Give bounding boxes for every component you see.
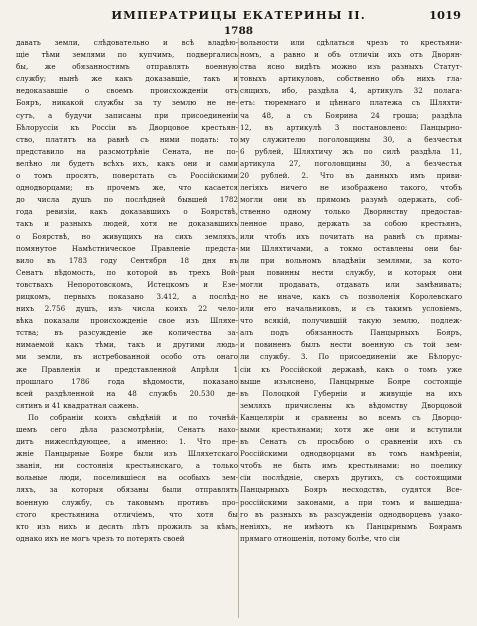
text-line: ми земли, въ истребованной особо отъ онаго [16, 352, 238, 362]
text-line: же Правленія и представленной Апрѣля 1 [16, 364, 238, 374]
text-line: дитъ нижеслѣдующее, а именно: 1. Что пре- [16, 437, 238, 447]
text-line: номъ, а равно и объ отличіи ихъ отъ Дворян- [240, 50, 462, 60]
text-line: и повиненъ былъ нести военную съ той зем- [240, 340, 462, 350]
text-line: Панцырныхъ Бояръ несходствъ, судятся Все- [240, 485, 462, 495]
text-line: рицкомъ, первыхъ показано 3.412, а послѣд- [16, 291, 238, 301]
text-line: вольные люди, поселившіеся на особыхъ зем- [16, 473, 238, 483]
text-line: чтобъ не быть имъ крестьянами: но поелику [240, 461, 462, 471]
text-line: о Боярствѣ, но живущихъ на сихъ земляхъ, [16, 231, 238, 241]
text-line: вольности или сдѣлаться чрезъ то крестьяни- [240, 38, 462, 47]
text-line: такъ и разныхъ людей, хотя не доказавшихъ [16, 219, 238, 229]
text-line: недоказавшіе о своемъ происхожденіи отъ [16, 86, 238, 96]
text-line: Канцеляріи и сравнены во всемъ съ Дворцо- [240, 412, 462, 422]
text-line: сятинъ и 41 квадратная сажень. [16, 400, 139, 410]
text-line: ча 48, а съ Боярина 24 гроша; раздѣла [240, 110, 462, 120]
text-line: велѣно ли будетъ всѣхъ ихъ, какъ они и сами [16, 158, 238, 168]
text-line: Сенатъ вѣдомость, по которой въ трехъ Вой- [16, 267, 238, 277]
text-line: службу; нынѣ же какъ доказавшіе, такъ и [16, 74, 238, 84]
text-line: въ Полоцкой Губерніи и живущіе на ихъ [240, 388, 462, 398]
text-line: могли продавать, отдавать или замѣнивать; [240, 279, 462, 289]
text-line: давать земли, слѣдовательно и всѣ владѣю- [16, 38, 238, 47]
text-line: ми Шляхтичами, а токмо оставлены они бы- [240, 243, 462, 253]
text-line: ленное право, держать за собою крестьянъ, [240, 219, 462, 229]
text-line: кто изъ нихъ и десять лѣтъ прожилъ за кѣмъ, [16, 521, 238, 531]
text-line: товствахъ Непоротовскомъ, Истецкомъ и Езе- [16, 279, 238, 289]
text-line: ли при вольномъ владѣніи землями, за кото- [240, 255, 462, 265]
text-line: неніяхъ, не имѣютъ къ Панцырнымъ Боярамъ [240, 521, 462, 531]
text-line: всей раздѣленной на 48 службъ 20.530 де- [16, 388, 238, 398]
left-text-column [16, 37, 238, 545]
text-line: военную службу, съ таковымъ противъ про- [16, 497, 238, 507]
text-line: рыя повинны нести службу, и которыя они [240, 267, 462, 277]
column-divider [238, 38, 239, 618]
text-line: россійскими законами, а при томъ и вышедша- [240, 497, 462, 507]
page-number: 1019 [428, 8, 461, 22]
text-line: 12, въ артикулѣ 3 постановлено: Панцырно- [240, 122, 462, 132]
text-line: нихъ 2.756 душъ, изъ числа коихъ 22 чело- [16, 304, 238, 314]
text-line: однодворцами; въ прочемъ же, что касается [16, 183, 238, 193]
text-line: сіи послѣдніе, сверхъ другихъ, съ состоящими [240, 473, 462, 483]
text-line: 6 рублей, Шляхтичу жъ по силѣ раздѣла 11, [240, 146, 462, 156]
text-line: прямаго отношенія, потому болѣе, что сіи [240, 533, 401, 543]
text-line: ляхъ, за которыя обязаны были отправлять [16, 485, 238, 495]
text-line: ли службу. 3. По присоединеніи же Бѣлорус- [240, 352, 462, 362]
text-line: щіе тѣми землями по купчимъ, подвергались [16, 50, 238, 60]
text-line: земляхъ причислены къ вѣдомству Дворцовой [240, 400, 462, 410]
text-line: выми крестьянами; хотя же они и вступили [240, 425, 462, 434]
text-line: сутъ, а будучи записаны при присоединеніи [16, 110, 238, 120]
year-heading: 1788 [223, 25, 254, 37]
text-line: въ Сенатъ съ просьбою о сравненіи ихъ съ [240, 437, 462, 447]
text-line: Бѣлоруссіи къ Россіи въ Дворцовое крестьян- [16, 122, 238, 132]
text-line: до числа душъ по послѣдней бывшей 1782 [16, 195, 238, 205]
text-line: года ревизіи, какъ доказавшихъ о Боярствѣ, [16, 207, 238, 217]
text-line: ственно одному только Дворянству предостав- [240, 207, 462, 217]
text-line: прошлаго 1786 года вѣдомости, показано [16, 376, 238, 386]
running-title: ИМПЕРАТРИЦЫ ЕКАТЕРИНЫ II. [111, 8, 366, 22]
text-line: тства; въ разсужденіе же количества за- [16, 328, 238, 338]
text-line: товыхъ артикуловъ, собственно объ нихъ гла- [240, 74, 462, 84]
text-line: етъ: тюремнаго и цѣннаго платежа съ Шляхти- [240, 98, 462, 108]
text-line: вило въ 1783 году Сентября 18 дня въ [16, 255, 238, 265]
text-line: Россійскими однодворцами въ томъ намѣреніи, [240, 449, 462, 459]
page-header [0, 8, 477, 24]
text-line: му служителю поголовщины 30, а безчестья [240, 134, 462, 144]
text-line: По собраніи коихъ свѣдѣній и по точнѣй- [28, 412, 238, 422]
text-line: о томъ просятъ, поверстать съ Россійскими [16, 171, 238, 181]
text-line: го въ разныхъ въ разсужденіи однодворцевъ узако- [240, 509, 462, 519]
right-text-column [240, 37, 462, 545]
text-line: что всякій, получившій такую землю, подлеж- [240, 316, 462, 326]
text-line: легіяхъ ничего не изображено такого, чтобъ [240, 183, 462, 193]
text-line: шемъ сего дѣла разсмотрѣніи, Сенатъ нахо- [16, 425, 238, 434]
text-line: однако ихъ не могъ чрезъ то потерять своей [16, 533, 185, 543]
text-line: но не иначе, какъ съ позволенія Королевскаго [240, 291, 462, 301]
text-line: представило на разсмотрѣніе Сената, не по- [16, 146, 238, 156]
text-line: артикула 27, поголовщины 30, а безчестья [240, 158, 462, 168]
text-line: жніе Панцырные Бояре были изъ Шляхетскаго [16, 449, 238, 459]
text-line: бы, же обязанностямъ отправлять военную [16, 62, 238, 72]
text-line: Бояръ, никакой службы за ту землю не не- [16, 98, 238, 108]
text-line: могли они въ прямомъ разумѣ одержать, соб- [240, 195, 462, 205]
text-line: нимаемой какъ тѣми, такъ и другими людь- [16, 340, 238, 350]
text-line: выше изъяснено, Панцырные Бояре состоящіе [240, 376, 462, 386]
text-line: алъ подъ обязанность Панцырныхъ Бояръ, [240, 328, 462, 338]
text-line: вѣка показали происхожденіе свое изъ Шляхе- [16, 316, 238, 326]
text-line: стого крестьянина отличіемъ, что хотя бы [16, 509, 238, 519]
text-line: ство, платятъ на равнѣ съ ними подать: то [16, 134, 238, 144]
text-line: или чтобъ ихъ почитать на равнѣ съ прямы- [240, 231, 462, 241]
text-line: 20 рублей. 2. Что въ данныхъ имъ приви- [240, 171, 462, 181]
text-line: или его начальниковъ, и съ такимъ условіемъ, [240, 304, 462, 314]
text-line: помянутое Намѣстническое Правленіе предста- [16, 243, 238, 253]
text-line: сіи къ Россійской державѣ, какъ о томъ уже [240, 364, 462, 374]
text-line: званія, ни состоянія крестьянскаго, а только [16, 461, 238, 471]
text-line: сящихъ, ибо, раздѣла 4, артикулъ 32 полага- [240, 86, 462, 96]
text-line: ства ясно видѣть можно изъ разныхъ Статут- [240, 62, 462, 72]
